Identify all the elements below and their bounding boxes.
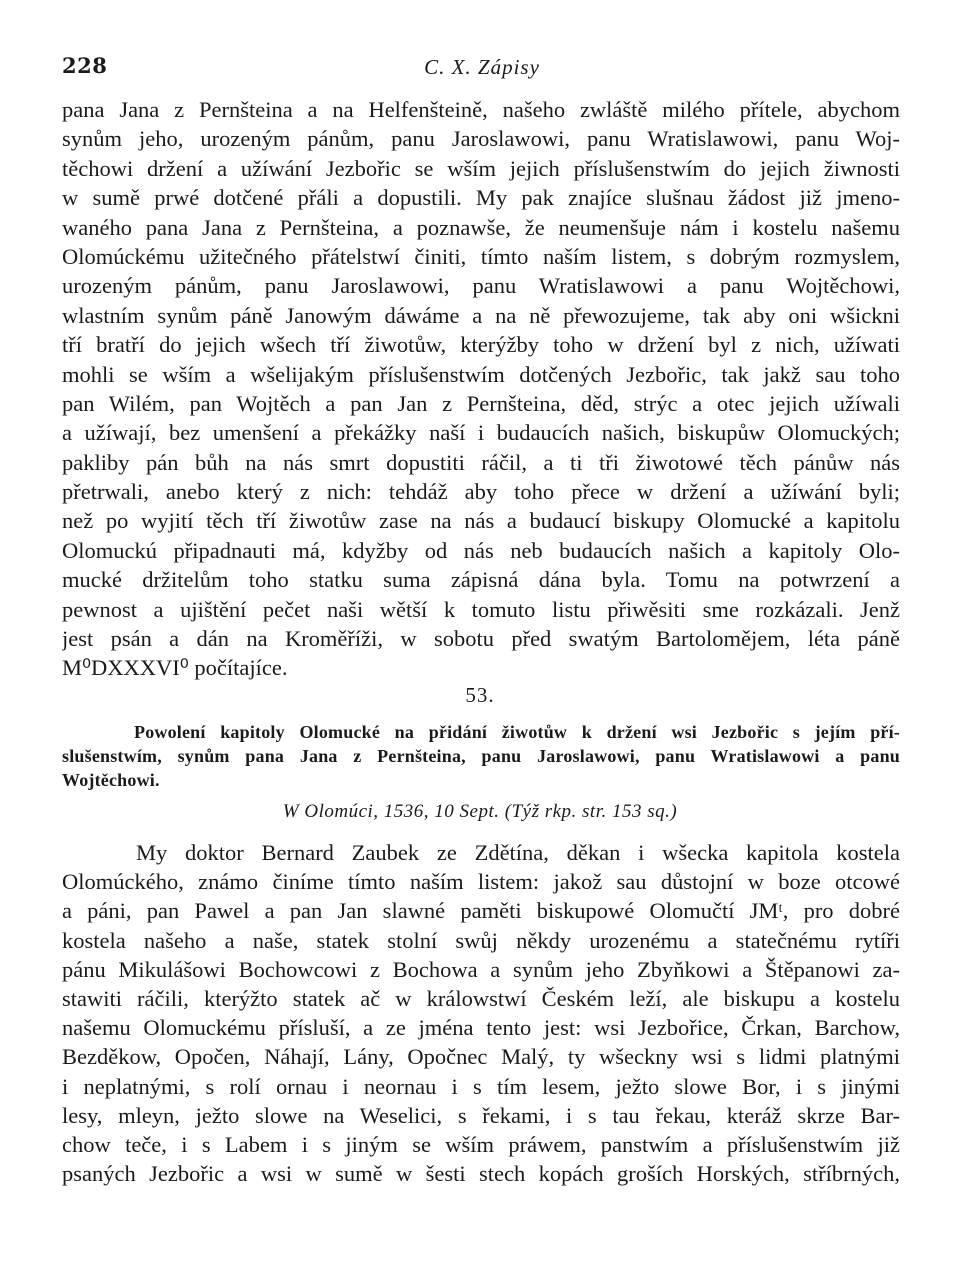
text-line: pana Jana z Pernšteina a na Helfenšteině, našeho zwláště milého přítele, abychom bbox=[62, 97, 900, 122]
text-line: našemu Olomuckému přísluší, a ze jména tento jest: wsi Jezbořice, Črkan, Barchow, bbox=[62, 1015, 900, 1041]
document-regest bbox=[62, 720, 900, 792]
text-line: a páni, pan Pawel a pan Jan slawné paměti biskupowé Olomučtí JMᵗ, pro dobré bbox=[62, 898, 900, 924]
text-line: pan Wilém, pan Wojtěch a pan Jan z Pernšteina, děd, strýc a otec jejich užíwali bbox=[62, 390, 900, 416]
page-number: 228 bbox=[62, 53, 108, 78]
text-line: kostela našeho a naše, statek stolní swůj někdy urozenému a statečnému rytíři bbox=[62, 927, 900, 953]
text-line: lesy, mleyn, ježto slowe na Weselici, s řekami, i s tau řekau, kteráž skrze Bar- bbox=[62, 1102, 900, 1128]
text-line: synům jeho, urozeným pánům, panu Jaroslawowi, panu Wratislawowi, panu Woj- bbox=[62, 126, 900, 152]
text-line: přetrwali, anebo který z nich: tehdáž aby toho přece w držení a užíwání byli; bbox=[62, 479, 900, 505]
text-line: Olomúckému užitečného přátelstwí činiti, tímto naším listem, s dobrým rozmyslem, bbox=[62, 243, 900, 269]
text-line: pánu Mikulášowi Bochowcowi z Bochowa a synům jeho Zbyňkowi a Štěpanowi za- bbox=[62, 956, 900, 982]
text-line: těchowi držení a užíwání Jezbořic se wším jejich příslušenstwím do jejich žiwnosti bbox=[62, 155, 900, 181]
text-line: Olomúckého, známo činíme tímto naším listem: jakož sau důstojní w boze otcowé bbox=[62, 869, 900, 895]
text-line: pewnost a ujištění pečet naši wětší k tomuto listu přiwěsiti sme rozkázali. Jenž bbox=[62, 596, 900, 622]
text-line: jest psán a dán na Kroměříži, w sobotu před swatým Bartolomějem, léta páně bbox=[62, 626, 900, 652]
text-line: psaných Jezbořic a wsi w sumě w šesti stech kopách groších Horských, stříbrných, bbox=[62, 1161, 900, 1187]
regest-line: Wojtěchowi. bbox=[62, 770, 160, 790]
page-header bbox=[62, 53, 902, 85]
text-line: a užíwají, bez umenšení a překážky naší i budaucích našich, biskupůw Olomuckých; bbox=[62, 420, 900, 446]
text-line: chow teče, i s Labem i s jiným se wším práwem, panstwím a příslušenstwím již bbox=[62, 1131, 900, 1157]
text-line: stawiti ráčili, kterýžto statek ač w králowstwí Českém leží, ale biskupu a kostelu bbox=[62, 985, 900, 1011]
regest-line: Powolení kapitoly Olomucké na přidání žiwotůw k držení wsi Jezbořic s jejím pří- bbox=[134, 722, 900, 742]
text-line: urozeným pánům, panu Jaroslawowi, panu Wratislawowi a panu Wojtěchowi, bbox=[62, 273, 900, 299]
charter-paragraph bbox=[62, 838, 900, 1188]
document-dateline: W Olomúci, 1536, 10 Sept. (Týž rkp. str. 153 sq.) bbox=[282, 801, 678, 822]
running-head: C. X. Zápisy bbox=[424, 55, 540, 79]
text-line: w sumě prwé dotčené přáli a dopustili. My pak znajíce slušnau žádost již jmeno- bbox=[62, 185, 900, 211]
text-line: mohli se wším a wšelijakým příslušenstwím dotčených Jezbořic, tak jakž sau toho bbox=[62, 361, 900, 387]
text-line: Olomuckú připadnauti má, kdyžby od nás neb budaucích našich a kapitoly Olo- bbox=[62, 537, 900, 563]
text-line: než po wyjití těch tří žiwotůw zase na nás a budaucí biskupy Olomucké a kapitolu bbox=[62, 508, 900, 534]
document-number: 53. bbox=[465, 683, 495, 707]
text-line: waného pana Jana z Pernšteina, a poznawše, že neumenšuje nám i kostelu našemu bbox=[62, 214, 900, 240]
text-line: wlastním synům páně Janowým dáwáme a na ně přewozujeme, tak aby oni wšickni bbox=[62, 302, 900, 328]
regest-line: slušenstwím, synům pana Jana z Pernšteina, panu Jaroslawowi, panu Wratislawowi a panu bbox=[62, 746, 900, 766]
text-line: Bezděkow, Opočen, Náhají, Lány, Opočnec Malý, ty wšeckny wsi s lidmi platnými bbox=[62, 1044, 900, 1070]
text-line: tří bratří do jejich wšech tří žiwotůw, kterýžby toho w držení byl z nich, užíwati bbox=[62, 332, 900, 358]
text-line: pakliby pán bůh na nás smrt dopustiti ráčil, a ti tři žiwotowé těch pánůw nás bbox=[62, 449, 900, 475]
body-paragraph bbox=[62, 95, 900, 683]
text-line: i neplatnými, s rolí ornau i neornau i s tím lesem, ježto slowe Bor, i s jinými bbox=[62, 1073, 900, 1099]
text-line: M⁰DXXXVI⁰ počítajíce. bbox=[62, 655, 288, 681]
text-line: My doktor Bernard Zaubek ze Zdětína, děkan i wšecka kapitola kostela bbox=[136, 840, 900, 865]
text-line: mucké držitelům toho statku suma zápisná dána byla. Tomu na potwrzení a bbox=[62, 567, 900, 593]
